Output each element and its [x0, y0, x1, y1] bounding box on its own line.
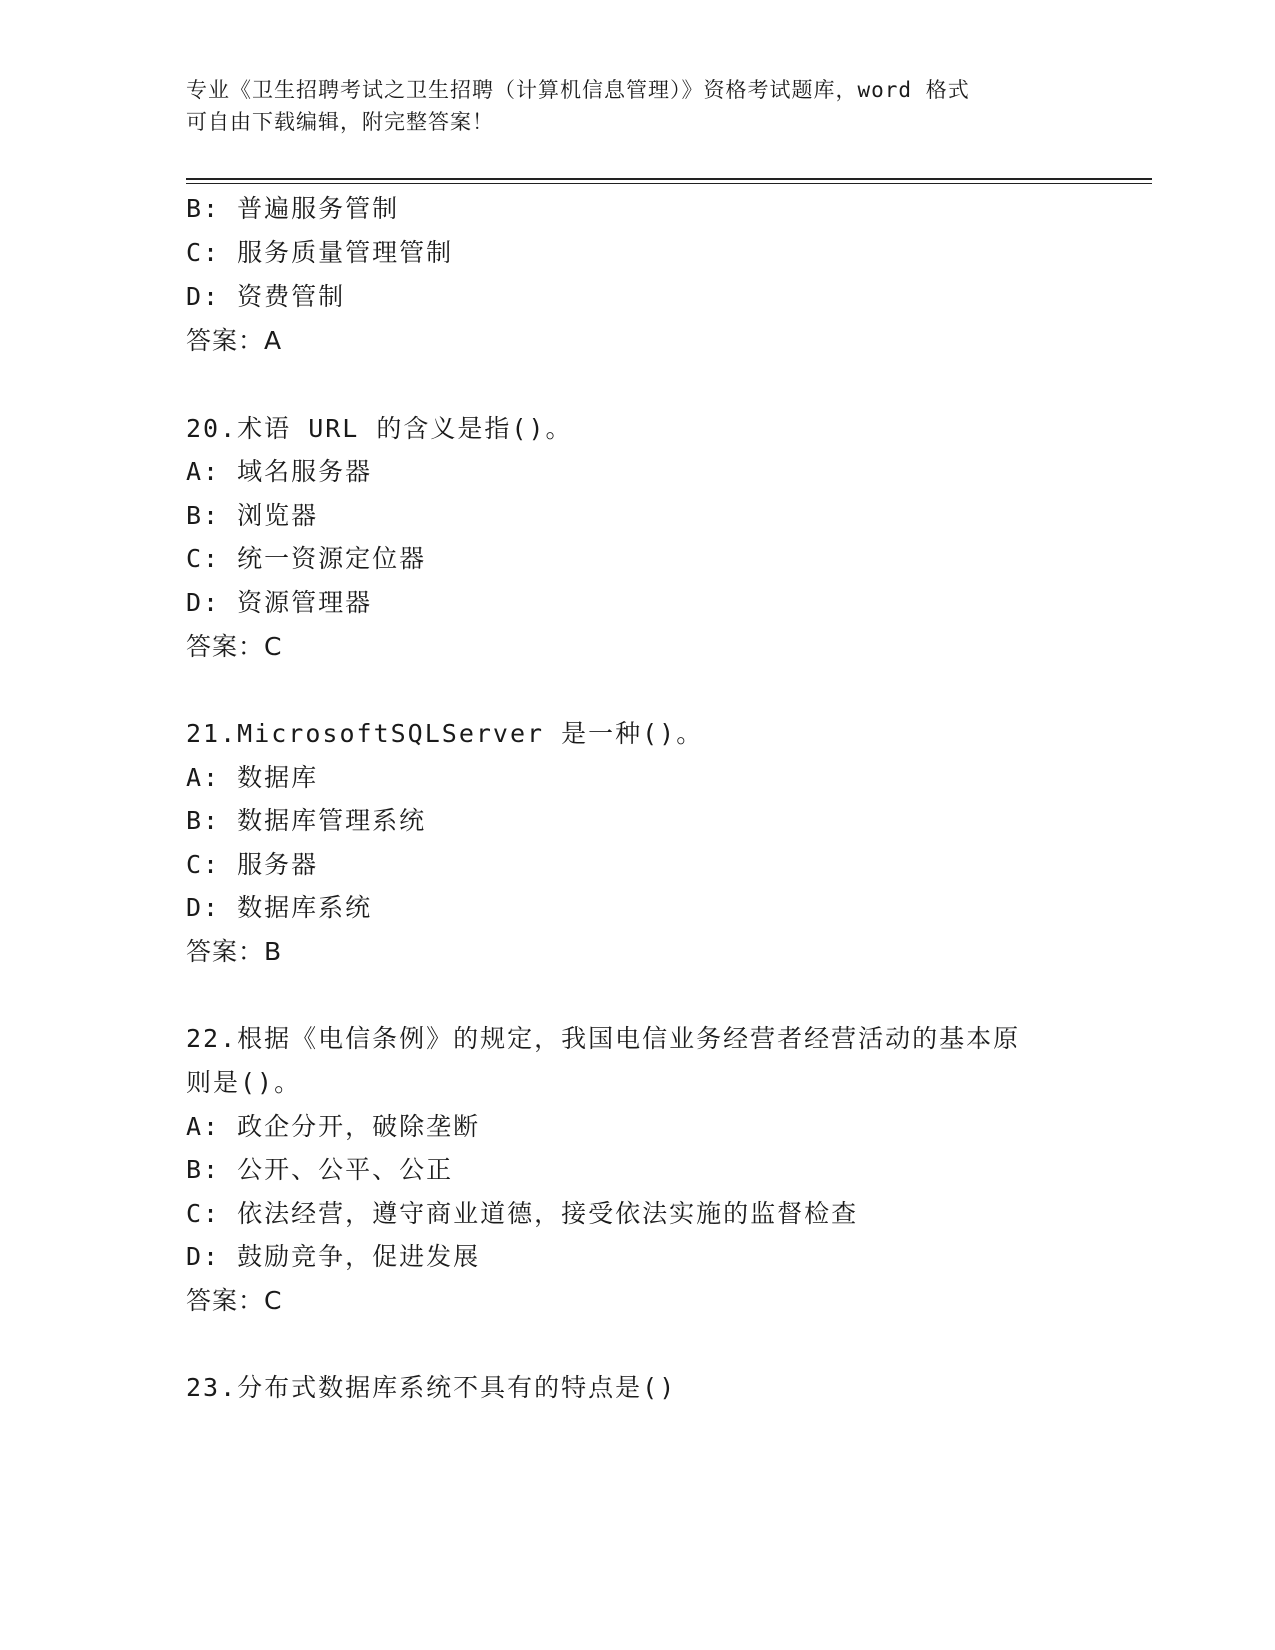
header-line-1: 专业《卫生招聘考试之卫生招聘（计算机信息管理）》资格考试题库，word 格式 — [186, 78, 970, 102]
q22-option-a: A: 政企分开，破除垄断 — [186, 1112, 481, 1141]
q19-option-b: B: 普遍服务管制 — [186, 194, 400, 223]
q21-stem: 21.MicrosoftSQLServer 是一种()。 — [186, 719, 704, 748]
q22-answer: 答案：C — [186, 1286, 283, 1315]
q21-answer: 答案：B — [186, 937, 283, 966]
q21-option-b: B: 数据库管理系统 — [186, 806, 427, 835]
q22-option-b: B: 公开、公平、公正 — [186, 1155, 454, 1184]
q21-option-c: C: 服务器 — [186, 850, 319, 879]
q20-answer: 答案：C — [186, 632, 283, 661]
q22-stem-line-2: 则是()。 — [186, 1068, 302, 1097]
q22-option-d: D: 鼓励竞争，促进发展 — [186, 1242, 481, 1271]
q20-option-c: C: 统一资源定位器 — [186, 544, 427, 573]
q23-stem: 23.分布式数据库系统不具有的特点是() — [186, 1373, 677, 1402]
q19-option-d: D: 资费管制 — [186, 282, 346, 311]
q19-option-c: C: 服务质量管理管制 — [186, 238, 454, 267]
header-rule-thin — [186, 183, 1152, 184]
page-header — [186, 74, 1086, 138]
q20-option-d: D: 资源管理器 — [186, 588, 373, 617]
q20-stem: 20.术语 URL 的含义是指()。 — [186, 414, 573, 443]
q22-stem-line-1: 22.根据《电信条例》的规定，我国电信业务经营者经营活动的基本原 — [186, 1024, 1021, 1053]
q20-option-a: A: 域名服务器 — [186, 457, 373, 486]
header-line-2: 可自由下载编辑，附完整答案！ — [186, 110, 494, 134]
q19-answer: 答案：A — [186, 326, 283, 355]
q22-option-c: C: 依法经营，遵守商业道德，接受依法实施的监督检查 — [186, 1199, 859, 1228]
header-rule-thick — [186, 178, 1152, 180]
q21-option-d: D: 数据库系统 — [186, 893, 373, 922]
q20-option-b: B: 浏览器 — [186, 501, 319, 530]
q21-option-a: A: 数据库 — [186, 763, 319, 792]
